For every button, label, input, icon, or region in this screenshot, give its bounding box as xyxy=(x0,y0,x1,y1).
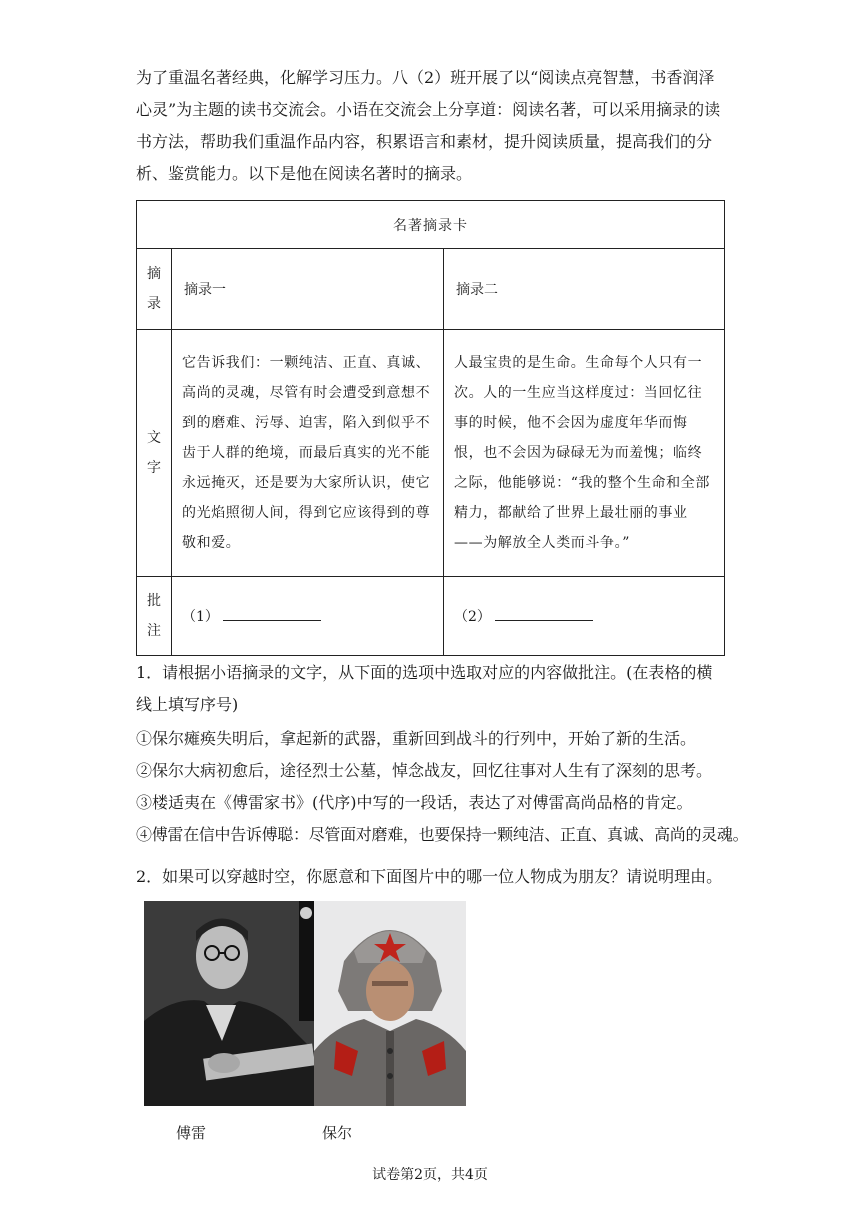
excerpt2-text: 人最宝贵的是生命。生命每个人只有一次。人的一生应当这样度过：当回忆往事的时候，他不会因为虚度年华而悔恨，也不会因为碌碌无为而羞愧；临终之际，他能够说：“我的整个生命和全部精力，都献给了世界上最壮丽的事业——为解放全人类而斗争。” xyxy=(444,330,725,577)
excerpt2-header: 摘录二 xyxy=(444,249,725,330)
note2-label: （2） xyxy=(454,609,491,625)
note2-cell xyxy=(444,577,725,656)
question-2: 2．如果可以穿越时空，你愿意和下面图片中的哪一位人物成为朋友？请说明理由。 xyxy=(136,867,723,886)
question-1: 1．请根据小语摘录的文字，从下面的选项中选取对应的内容做批注。(在表格的横线上填写序号) xyxy=(136,663,713,714)
row-label-text-char-1: 文 xyxy=(147,430,161,446)
excerpt-card-table xyxy=(136,200,725,656)
row-label-excerpt-char-2: 录 xyxy=(147,296,161,312)
option-1: ①保尔瘫痪失明后，拿起新的武器，重新回到战斗的行列中，开始了新的生活。 xyxy=(136,729,697,748)
row-label-excerpt-char-1: 摘 xyxy=(147,266,161,282)
page-footer: 试卷第2页，共4页 xyxy=(372,1167,488,1183)
fu-lei-photo xyxy=(144,901,314,1106)
option-3: ③楼适夷在《傅雷家书》(代序)中写的一段话，表达了对傅雷高尚品格的肯定。 xyxy=(136,793,693,812)
note1-blank[interactable] xyxy=(223,606,321,621)
caption-fu-lei: 傅雷 xyxy=(176,1124,207,1142)
paul-photo xyxy=(314,901,466,1106)
excerpt1-header: 摘录一 xyxy=(172,249,444,330)
row-label-note-char-2: 注 xyxy=(147,623,161,639)
excerpt1-text: 它告诉我们：一颗纯洁、正直、真诚、高尚的灵魂，尽管有时会遭受到意想不到的磨难、污辱、迫害，陷入到似乎不齿于人群的绝境，而最后真实的光不能永远掩灭，还是要为大家所认识，使它的光焰照彻人间，得到它应该得到的尊敬和爱。 xyxy=(172,330,444,577)
row-label-excerpt xyxy=(137,249,172,330)
note1-label: （1） xyxy=(182,609,219,625)
options-list xyxy=(136,723,749,851)
row-label-note-char-1: 批 xyxy=(147,593,161,609)
note1-cell xyxy=(172,577,444,656)
row-label-note xyxy=(137,577,172,656)
option-4: ④傅雷在信中告诉傅聪：尽管面对磨难，也要保持一颗纯洁、正直、真诚、高尚的灵魂。 xyxy=(136,825,749,844)
card-title: 名著摘录卡 xyxy=(137,201,725,249)
row-label-text xyxy=(137,330,172,577)
row-label-text-char-2: 字 xyxy=(147,460,161,476)
photo-strip xyxy=(144,901,466,1106)
intro-paragraph: 为了重温名著经典，化解学习压力。八（2）班开展了以“阅读点亮智慧，书香润泽心灵”为主题的读书交流会。小语在交流会上分享道：阅读名著，可以采用摘录的读书方法，帮助我们重温作品内容，积累语言和素材，提升阅读质量，提高我们的分析、鉴赏能力。以下是他在阅读名著时的摘录。 xyxy=(136,68,721,183)
option-2: ②保尔大病初愈后，途径烈士公墓，悼念战友，回忆往事对人生有了深刻的思考。 xyxy=(136,761,713,780)
caption-paul: 保尔 xyxy=(322,1124,353,1142)
note2-blank[interactable] xyxy=(495,606,593,621)
